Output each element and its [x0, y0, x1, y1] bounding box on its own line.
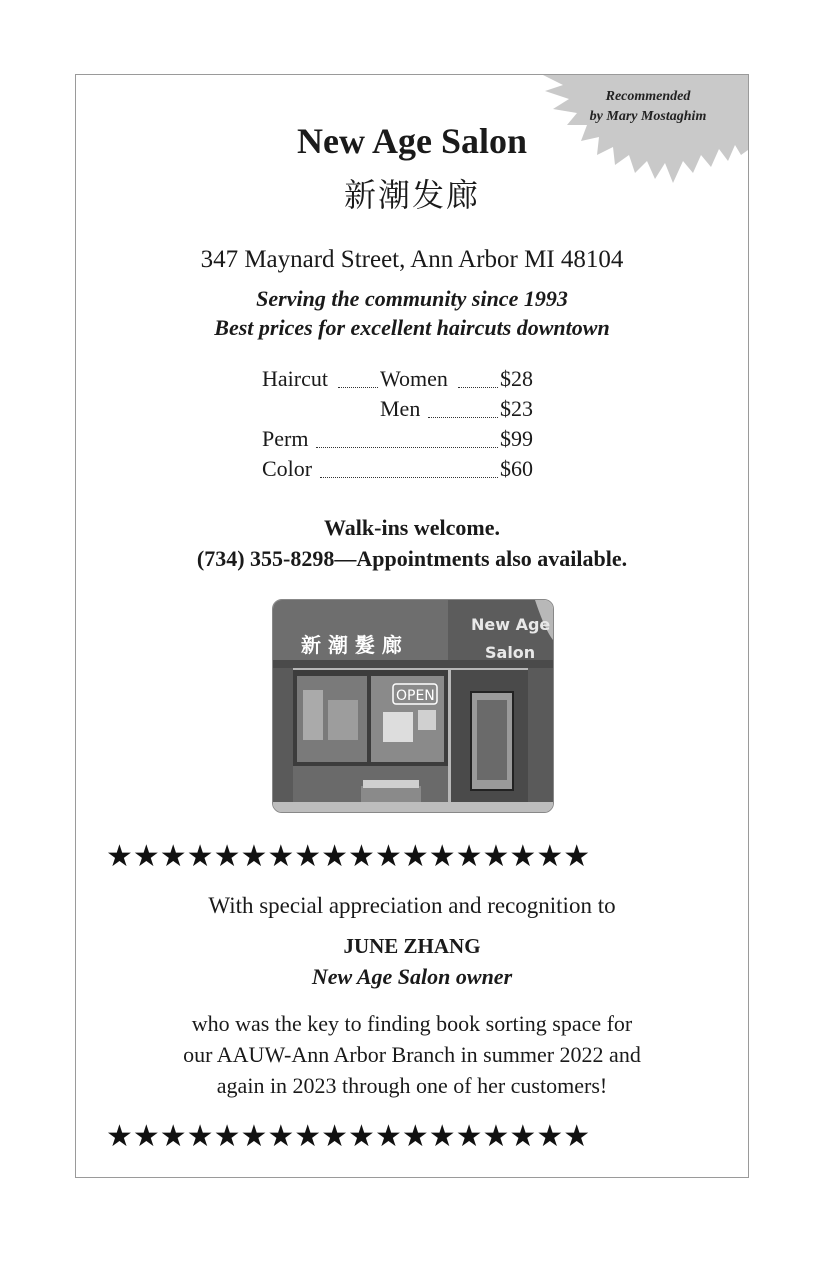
price-service: Haircut — [262, 366, 328, 391]
badge-line-1: Recommended — [605, 89, 691, 104]
leader-dots — [338, 387, 378, 388]
price-variant: Men — [380, 396, 421, 421]
desc-line: who was the key to finding book sorting space for — [191, 1011, 633, 1036]
photo-sign-line1: New Age — [471, 615, 551, 634]
recognition-description — [75, 1008, 749, 1101]
appreciation-intro: With special appreciation and recognition to — [208, 893, 616, 918]
photo-open-sign: OPEN — [396, 688, 435, 704]
leader-dots — [316, 447, 498, 448]
star-divider-top: ★★★★★★★★★★★★★★★★★★ — [106, 839, 591, 874]
photo-sign-line2: Salon — [485, 643, 536, 662]
photo-sign-chinese: 新 潮 髮 廊 — [301, 633, 402, 657]
leader-dots — [458, 387, 498, 388]
salon-name-chinese: 新潮发廊 — [343, 176, 480, 214]
price-amount: $23 — [500, 396, 533, 421]
salon-address: 347 Maynard Street, Ann Arbor MI 48104 — [200, 246, 624, 273]
desc-line: again in 2023 through one of her customers! — [216, 1073, 608, 1098]
storefront-photo — [272, 599, 554, 813]
price-amount: $60 — [500, 456, 533, 481]
desc-line: our AAUW-Ann Arbor Branch in summer 2022 and — [183, 1042, 641, 1067]
price-amount: $28 — [500, 366, 533, 391]
price-service: Color — [262, 456, 313, 481]
salon-name: New Age Salon — [296, 121, 527, 161]
tagline-prices: Best prices for excellent haircuts downtown — [214, 315, 610, 340]
price-row — [262, 456, 536, 486]
leader-dots — [428, 417, 498, 418]
tagline-since: Serving the community since 1993 — [256, 286, 568, 311]
price-service: Perm — [262, 426, 309, 451]
leader-dots — [320, 477, 498, 478]
walkin-text: Walk-ins welcome. — [324, 515, 500, 540]
price-row — [262, 366, 536, 396]
owner-name: JUNE ZHANG — [343, 934, 481, 958]
price-row — [262, 426, 536, 456]
price-amount: $99 — [500, 426, 533, 451]
badge-line-2: by Mary Mostaghim — [589, 109, 707, 124]
price-variant: Women — [380, 366, 448, 391]
phone-appointments: (734) 355-8298—Appointments also available. — [196, 546, 628, 571]
star-divider-bottom: ★★★★★★★★★★★★★★★★★★ — [106, 1119, 591, 1154]
price-row — [262, 396, 536, 426]
owner-role: New Age Salon owner — [311, 964, 513, 989]
